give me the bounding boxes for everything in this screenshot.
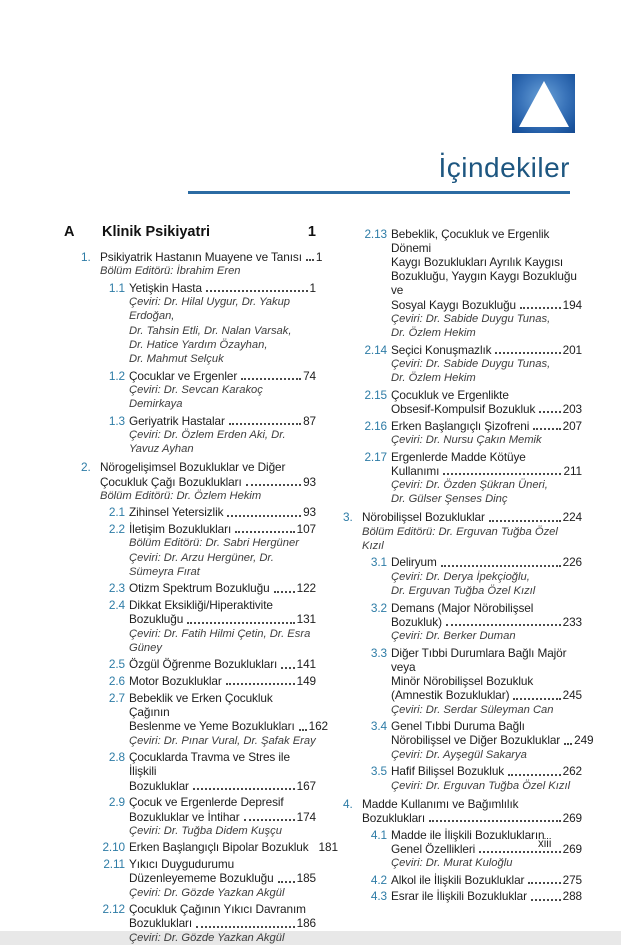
entry-title-line — [129, 674, 316, 688]
entry-title-line: Madde ile İlişkili Bozuklukların — [391, 827, 545, 842]
entry-title-text: Otizm Spektrum Bozukluğu — [129, 581, 270, 596]
entry-number: 1.1 — [108, 280, 125, 295]
entry-title-text: Zihinsel Yetersizlik — [129, 505, 224, 520]
entry-page: 87 — [303, 413, 316, 428]
entry-title-text: Bozukluğu — [129, 612, 184, 627]
entry-title-text: Psikiyatrik Hastanın Muayene ve Tanısı — [100, 250, 302, 264]
entry-title-line — [391, 419, 582, 433]
entry-title-line: Demans (Major Nörobilişsel — [391, 600, 534, 615]
dot-leader — [196, 926, 295, 928]
entry-title-text: Geriyatrik Hastalar — [129, 413, 225, 428]
dot-leader — [429, 820, 561, 822]
credit-line: Çeviri: Dr. Serdar Süleyman Can — [391, 703, 554, 716]
entry-page: 186 — [296, 916, 316, 931]
dot-leader — [533, 428, 560, 430]
credit-line: Bölüm Editörü: Dr. Özlem Hekim — [100, 489, 262, 502]
entry-page: 211 — [563, 463, 582, 478]
entry-title-line: Çocukluk Çağının Yıkıcı Davranım — [129, 902, 306, 917]
entry-title-line — [129, 871, 316, 885]
credit-line: Bölüm Editörü: Dr. Erguvan Tuğba Özel Kızıl — [362, 525, 558, 552]
entry-title-line — [391, 615, 582, 629]
toc-entry — [326, 343, 582, 386]
toc-entry — [326, 873, 582, 887]
entry-page: 1 — [309, 280, 316, 295]
credit-line: Bölüm Editörü: Dr. Sabri Hergüner — [129, 537, 299, 550]
entry-number: 4.1 — [370, 827, 387, 842]
part-letter: A — [64, 224, 75, 240]
credit-line: Çeviri: Dr. Sevcan Karakoç Demirkaya — [129, 383, 263, 411]
entry-number: 4. — [343, 796, 353, 811]
toc-entry — [326, 227, 582, 341]
entry-title-line — [129, 505, 316, 519]
entry-title-line — [129, 612, 316, 626]
toc-entry — [326, 764, 582, 792]
credit-line: Çeviri: Dr. Gözde Yazkan Akgül — [129, 931, 285, 944]
entry-title-text: İletişim Bozuklukları — [129, 522, 232, 537]
entry-page: 224 — [562, 510, 582, 525]
entry-title-line — [391, 873, 582, 887]
entry-title-text: Kullanımı — [391, 463, 440, 478]
entry-page: 201 — [562, 342, 582, 357]
dot-leader — [274, 591, 295, 593]
header-rule — [188, 191, 570, 194]
triangle-icon — [519, 81, 569, 127]
credit-line: Çeviri: Dr. Özlem Erden Aki, Dr. Yavuz Ayhan — [129, 428, 286, 456]
entry-title-line: Genel Tıbbi Duruma Bağlı — [391, 719, 525, 734]
toc-entry — [326, 510, 582, 553]
credit-line: Dr. Özlem Hekim — [391, 372, 476, 385]
entry-page: 233 — [562, 614, 582, 629]
credit-line: Dr. Tahsin Etli, Dr. Nalan Varsak, — [129, 324, 292, 337]
entry-number: 2.9 — [108, 795, 125, 810]
entry-title-text: Motor Bozukluklar — [129, 674, 222, 689]
dot-leader — [441, 565, 561, 567]
entry-title-text: Alkol ile İlişkili Bozukluklar — [391, 872, 525, 887]
entry-page: 207 — [562, 418, 582, 433]
credit-line: Çeviri: Dr. Gözde Yazkan Akgül — [129, 886, 285, 899]
entry-title-line: Bebeklik ve Erken Çocukluk Çağının — [129, 690, 273, 720]
entry-page: 203 — [562, 401, 582, 416]
entry-title-line: Diğer Tıbbi Durumlara Bağlı Majör veya — [391, 645, 567, 674]
credit-line: Çeviri: Dr. Fatih Hilmi Çetin, Dr. Esra Güney — [129, 627, 311, 654]
entry-title-line: Bozukluğu, Yaygın Kaygı Bozukluğu ve — [391, 269, 577, 298]
toc-entry — [326, 450, 582, 507]
entry-number: 1.2 — [108, 368, 125, 383]
toc-entry — [64, 414, 316, 457]
entry-title-text: (Amnestik Bozukluklar) — [391, 688, 510, 703]
credit-line: Dr. Erguvan Tuğba Özel Kızıl — [391, 584, 536, 597]
dot-leader — [206, 290, 308, 292]
dot-leader — [306, 259, 314, 261]
entry-title-line: Çocuklarda Travma ve Stres ile İlişkili — [129, 750, 290, 779]
credit-line: Çeviri: Dr. Ayşegül Sakarya — [391, 748, 527, 761]
toc-entry — [64, 795, 316, 838]
dot-leader — [520, 307, 561, 309]
entry-title-line — [391, 842, 582, 856]
entry-title-text: Hafif Bilişsel Bozukluk — [391, 764, 505, 779]
toc-entry — [326, 601, 582, 644]
entry-number: 2.17 — [364, 449, 387, 464]
credit-line: Dr. Mahmut Selçuk — [129, 352, 224, 365]
entry-page: 245 — [562, 688, 582, 703]
entry-page: 185 — [296, 871, 316, 886]
dot-leader — [299, 729, 307, 731]
entry-title-line — [129, 840, 338, 855]
entry-title-line — [362, 510, 582, 524]
dot-leader — [241, 378, 301, 380]
credit-line: Bölüm Editörü: İbrahim Eren — [100, 265, 241, 278]
toc-column-right — [326, 224, 594, 904]
entry-page: 141 — [296, 657, 316, 672]
dot-leader — [508, 774, 561, 776]
toc-entry — [326, 797, 582, 825]
entry-title-line — [129, 916, 316, 930]
toc-entry — [64, 369, 316, 412]
entry-number: 2.2 — [108, 522, 125, 537]
entry-title-line: Madde Kullanımı ve Bağımlılık — [362, 796, 519, 811]
entry-page: 249 — [574, 733, 594, 748]
entry-title-line — [362, 811, 582, 825]
entry-title-text: Bozukluklar — [129, 778, 189, 793]
entry-page: 93 — [303, 505, 316, 520]
dot-leader — [281, 667, 294, 669]
toc-entry — [64, 598, 316, 655]
entry-page: 162 — [308, 719, 329, 734]
dot-leader — [278, 881, 295, 883]
entry-number: 2.12 — [102, 902, 125, 917]
entry-page: 262 — [562, 764, 582, 779]
toc-column-left — [64, 224, 338, 945]
entry-title-text: Sosyal Kaygı Bozukluğu — [391, 297, 517, 312]
dot-leader — [479, 851, 560, 853]
dot-leader — [564, 743, 572, 745]
entry-title-line — [100, 250, 323, 264]
toc-entry — [64, 902, 316, 945]
entry-title-line — [391, 555, 582, 569]
publisher-logo — [512, 74, 575, 133]
entry-page: 288 — [562, 889, 582, 904]
dot-leader — [244, 819, 295, 821]
entry-page: 226 — [562, 555, 582, 570]
entry-title-text: Özgül Öğrenme Bozuklukları — [129, 657, 278, 672]
toc-entry — [64, 674, 316, 688]
entry-title-line: Yıkıcı Duygudurumu — [129, 857, 235, 872]
toc-entry — [326, 555, 582, 598]
entry-title-text: Seçici Konuşmazlık — [391, 342, 492, 357]
entry-title-text: Yetişkin Hasta — [129, 280, 202, 295]
entry-page: 181 — [318, 840, 338, 855]
entry-title-line — [391, 298, 582, 312]
entry-title-line — [391, 733, 594, 748]
entry-number: 2.3 — [108, 581, 125, 596]
entry-title-line — [129, 779, 316, 793]
entry-title-line — [391, 889, 582, 903]
entry-title-line: Ergenlerde Madde Kötüye — [391, 449, 526, 464]
credit-line: Çeviri: Dr. Derya İpekçioğlu, — [391, 570, 530, 583]
entry-title-line — [391, 402, 582, 416]
credit-line: Çeviri: Dr. Pınar Vural, Dr. Şafak Eray — [129, 734, 316, 747]
entry-number: 2.1 — [108, 505, 125, 520]
entry-title-line — [129, 581, 316, 595]
entry-number: 4.3 — [370, 889, 387, 904]
entry-number: 1.3 — [108, 413, 125, 428]
entry-title-text: Düzenleyememe Bozukluğu — [129, 871, 274, 886]
entry-number: 2.13 — [364, 226, 387, 241]
credit-line: Çeviri: Dr. Berker Duman — [391, 629, 516, 642]
entry-number: 2.4 — [108, 598, 125, 613]
toc-entry — [326, 388, 582, 416]
entry-number: 3.5 — [370, 764, 387, 779]
credit-line: Çeviri: Dr. Murat Kuloğlu — [391, 857, 513, 870]
credit-line: Dr. Gülser Şenses Dinç — [391, 493, 508, 506]
toc-entry — [64, 281, 316, 366]
toc-entry — [64, 750, 316, 793]
entry-number: 2.8 — [108, 750, 125, 765]
entry-title-line — [391, 764, 582, 778]
credit-line: Çeviri: Dr. Hilal Uygur, Dr. Yakup Erdoğan, — [129, 296, 291, 323]
toc-entry — [326, 646, 582, 717]
dot-leader — [235, 531, 294, 533]
entry-title-text: Çocuklar ve Ergenler — [129, 368, 238, 383]
part-title: Klinik Psikiyatri — [102, 224, 210, 240]
page-title: İçindekiler — [438, 152, 570, 183]
dot-leader — [446, 624, 561, 626]
entry-title-text: Erken Başlangıçlı Bipolar Bozukluk — [129, 840, 309, 855]
toc-entry — [64, 581, 316, 595]
entry-title-line — [129, 719, 329, 734]
entry-title-line — [129, 657, 316, 671]
toc-entry — [64, 857, 316, 900]
entry-title-line — [391, 688, 582, 702]
entry-page: 269 — [562, 810, 582, 825]
entry-title-line — [391, 343, 582, 357]
entry-number: 2. — [81, 460, 91, 475]
entry-title-text: Bozuklukları — [129, 916, 193, 931]
entry-title-line — [391, 464, 582, 478]
entry-page: 107 — [296, 522, 316, 537]
credit-line: Çeviri: Dr. Tuğba Didem Kuşçu — [129, 824, 282, 837]
credit-line: Çeviri: Dr. Özden Şükran Üneri, — [391, 478, 548, 491]
dot-leader — [539, 411, 560, 413]
toc-entry — [64, 840, 338, 855]
entry-title-text: Bozukluklar ve İntihar — [129, 809, 240, 824]
entry-title-text: Deliryum — [391, 555, 437, 570]
dot-leader — [528, 882, 560, 884]
credit-line: Çeviri: Dr. Sabide Duygu Tunas, — [391, 357, 551, 370]
credit-line: Dr. Özlem Hekim — [391, 326, 476, 339]
entry-title-line — [129, 414, 316, 428]
toc-entry — [64, 522, 316, 579]
entry-page: 167 — [296, 778, 316, 793]
toc-entry — [64, 690, 329, 748]
credit-line: Çeviri: Dr. Sabide Duygu Tunas, — [391, 312, 551, 325]
entry-number: 3. — [343, 510, 353, 525]
entry-title-line — [129, 810, 316, 824]
entry-number: 2.5 — [108, 657, 125, 672]
entry-title-line: Çocuk ve Ergenlerde Depresif — [129, 795, 284, 810]
toc-entry — [326, 419, 582, 447]
toc-entry — [326, 719, 594, 762]
dot-leader — [443, 473, 561, 475]
dot-leader — [495, 352, 560, 354]
dot-leader — [193, 788, 295, 790]
entry-number: 3.1 — [370, 555, 387, 570]
dot-leader — [489, 520, 561, 522]
part-page: 1 — [307, 224, 316, 240]
entry-page: 131 — [296, 612, 316, 627]
entry-title-line — [100, 475, 316, 489]
entry-number: 3.3 — [370, 645, 387, 660]
entry-page: 1 — [315, 250, 323, 264]
entry-title-text: Nörobilişsel ve Diğer Bozukluklar — [391, 733, 561, 748]
toc-entry — [326, 889, 582, 903]
entry-title-line: Kaygı Bozuklukları Ayrılık Kaygısı — [391, 254, 564, 269]
entry-title-text: Beslenme ve Yeme Bozuklukları — [129, 719, 295, 734]
entry-number: 2.14 — [364, 342, 387, 357]
entry-title-text: Erken Başlangıçlı Şizofreni — [391, 418, 530, 433]
entry-number: 2.16 — [364, 418, 387, 433]
entry-number: 1. — [81, 250, 91, 264]
entry-number: 3.2 — [370, 600, 387, 615]
toc-entry — [64, 460, 316, 503]
entry-title-line: Bebeklik, Çocukluk ve Ergenlik Dönemi — [391, 226, 550, 255]
entry-title-text: Çocukluk Çağı Bozuklukları — [100, 474, 242, 489]
entry-title-line: Minör Nörobilişsel Bozukluk — [391, 674, 534, 689]
entry-page: 93 — [303, 474, 316, 489]
dot-leader — [227, 515, 301, 517]
entry-number: 2.11 — [103, 857, 125, 872]
entry-title-line — [129, 281, 316, 295]
credit-line: Dr. Hatice Yardım Özayhan, — [129, 338, 268, 351]
entry-title-line: Çocukluk ve Ergenlikte — [391, 387, 509, 402]
credit-line: Çeviri: Dr. Arzu Hergüner, Dr. Sümeyra Fırat — [129, 551, 274, 578]
entry-page: 149 — [296, 674, 316, 689]
entry-title-line — [129, 369, 316, 383]
page-number: xiii — [538, 838, 552, 850]
toc-entry — [64, 505, 316, 519]
entry-title-line: Dikkat Eksikliği/Hiperaktivite — [129, 598, 273, 613]
entry-page: 122 — [296, 581, 316, 596]
entry-page: 275 — [562, 872, 582, 887]
toc-entry — [64, 657, 316, 671]
dot-leader — [513, 698, 560, 700]
entry-title-line — [129, 522, 316, 536]
part-header — [64, 224, 316, 240]
entry-title-text: Esrar ile İlişkili Bozukluklar — [391, 889, 527, 904]
entry-title-text: Nörobilişsel Bozukluklar — [362, 510, 485, 525]
dot-leader — [531, 899, 561, 901]
entry-number: 2.10 — [102, 840, 125, 855]
entry-title-text: Bozuklukları — [362, 810, 426, 825]
entry-page: 269 — [562, 841, 582, 856]
dot-leader — [226, 683, 295, 685]
entry-number: 3.4 — [370, 719, 387, 734]
entry-page: 194 — [562, 297, 582, 312]
credit-line: Çeviri: Dr. Erguvan Tuğba Özel Kızıl — [391, 779, 571, 792]
entry-title-text: Genel Özellikleri — [391, 841, 476, 856]
entry-number: 2.15 — [364, 387, 387, 402]
entry-page: 174 — [296, 809, 316, 824]
dot-leader — [246, 484, 301, 486]
entry-title-line: Nörogelişimsel Bozukluklar ve Diğer — [100, 460, 286, 475]
credit-line: Çeviri: Dr. Nursu Çakın Memik — [391, 433, 542, 446]
entry-number: 2.7 — [108, 690, 125, 705]
entry-title-text: Obsesif-Kompulsif Bozukluk — [391, 401, 536, 416]
entry-title-text: Bozukluk) — [391, 614, 442, 629]
entry-page: 74 — [303, 368, 316, 383]
toc-entry — [64, 250, 323, 278]
dot-leader — [229, 423, 301, 425]
entry-number: 2.6 — [108, 674, 125, 689]
entry-number: 4.2 — [370, 872, 387, 887]
dot-leader — [187, 622, 294, 624]
